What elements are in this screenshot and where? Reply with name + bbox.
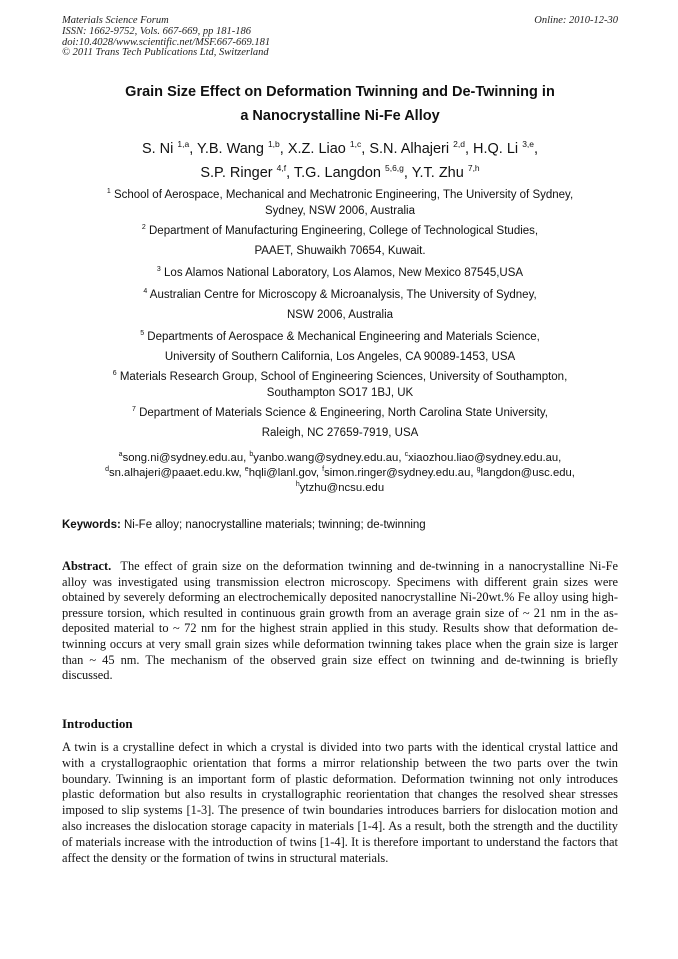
email-line-1	[62, 451, 618, 466]
author-affiliation-marker: 7,h	[467, 163, 480, 173]
author-separator: ,	[403, 165, 412, 181]
affiliation-line: Southampton SO17 1BJ, UK	[266, 387, 414, 399]
abstract-text: The effect of grain size on the deformation twinning and de-twinning in a nanocrystalline Ni-Fe alloy was investigated using transmission electron microscopy. Specimens with different grain sizes were obtained by severely deforming an electrochemically deposited nanocrystalline Ni-20wt.% Fe alloy using high-pressure torsion, which resulted in continuous grain growth from an average grain size of ~ 21 nm in the as-deposited material to ~ 72 nm for the highest strain applied in this study. Results show that deformation de-twinning occurs at very small grain sizes while deformation twinning takes place when the grain size is larger than ~ 45 nm. The mechanism of the observed grain size effect on twinning and de-twinning is briefly discussed.	[62, 559, 622, 683]
affiliation-line: PAAET, Shuwaikh 70654, Kuwait.	[254, 245, 426, 257]
author-affiliation-marker: 5,6,g	[384, 163, 404, 173]
author-affiliation-marker: 1,c	[349, 139, 362, 149]
journal-name: Materials Science Forum	[62, 15, 169, 26]
affiliation-line	[62, 285, 618, 305]
affiliation-line	[62, 187, 618, 203]
email-marker: b	[249, 451, 254, 458]
author-affiliation-marker: 3,e	[522, 139, 535, 149]
affiliation-line	[62, 369, 618, 385]
affiliation-number: 5	[140, 330, 145, 337]
affiliation-line: Sydney, NSW 2006, Australia	[265, 205, 415, 217]
affiliation-number: 1	[106, 188, 111, 195]
author-name: S.N. Alhajeri	[369, 141, 454, 157]
author-separator: ,	[279, 141, 288, 157]
affiliation-text: Materials Research Group, School of Engineering Sciences, University of Southampton,	[119, 371, 568, 383]
affiliation-number: 7	[132, 406, 136, 413]
keywords	[62, 518, 618, 533]
author-separator: ,	[534, 141, 539, 157]
email-address: ytzhu@ncsu.edu	[299, 482, 385, 494]
affiliation-text: Los Alamos National Laboratory, Los Alamos, New Mexico 87545,USA	[164, 267, 524, 279]
email-address: yanbo.wang@sydney.edu.au,	[253, 452, 405, 464]
introduction-text: A twin is a crystalline defect in which a crystal is divided into two parts with the identical crystal lattice and with a crystallograophic orientation that forms a mirror relationship between the two parts over the twin boundary. Twinning is an important form of plastic deformation. Deformation twinning not only introduces plastic deformation but also results in crystallographic reorientation that changes the resolved shear stresses imposed to slip systems [1-3]. The presence of twin boundaries introduces barriers for dislocation motion and also increases the dislocation storage capacity in materials [1-4]. As a result, both the strength and the ductility of materials increase with the introduction of twins [1-4]. It is therefore important to understand the factors that affect the density or the formation of twins in structural materials.	[62, 740, 618, 865]
affiliation-item	[62, 369, 618, 401]
email-marker: d	[105, 466, 109, 473]
email-address: sn.alhajeri@paaet.edu.kw,	[108, 467, 245, 479]
affiliation-line: University of Southern California, Los Angeles, CA 90089-1453, USA	[164, 351, 516, 363]
title-line-1: Grain Size Effect on Deformation Twinning and De-Twinning in	[125, 84, 555, 100]
affiliation-text: Departments of Aerospace & Mechanical Engineering and Materials Science,	[147, 331, 540, 343]
email-address: simon.ringer@sydney.edu.au,	[324, 467, 477, 479]
email-line-2	[62, 466, 618, 481]
author-separator: ,	[464, 141, 474, 157]
author-affiliation-marker: 4,f	[276, 163, 287, 173]
author-name: Y.T. Zhu	[411, 165, 468, 181]
email-marker: c	[404, 451, 409, 458]
email-address: song.ni@sydney.edu.au,	[122, 452, 250, 464]
author-affiliation-marker: 1,a	[177, 139, 190, 149]
author-name: S.P. Ringer	[200, 165, 277, 181]
affiliation-item	[62, 327, 618, 367]
affiliation-text: School of Aerospace, Mechanical and Mechatronic Engineering, The University of Sydney,	[113, 189, 574, 201]
email-marker: g	[476, 466, 481, 473]
affiliation-text: Department of Manufacturing Engineering, College of Technological Studies,	[149, 225, 539, 237]
affiliation-line	[62, 403, 618, 423]
affiliation-item	[62, 221, 618, 261]
author-separator: ,	[286, 165, 294, 181]
journal-header	[62, 16, 618, 59]
email-marker: a	[118, 451, 123, 458]
author-name: Y.B. Wang	[197, 141, 268, 157]
affiliation-number: 2	[141, 224, 146, 231]
keywords-text: Ni-Fe alloy; nanocrystalline materials; twinning; de-twinning	[120, 519, 426, 531]
affiliation-text: Department of Materials Science & Engineering, North Carolina State University,	[139, 407, 548, 419]
author-separator: ,	[361, 141, 370, 157]
online-date: Online: 2010-12-30	[534, 15, 618, 26]
email-address: langdon@usc.edu,	[480, 467, 575, 479]
author-affiliation-marker: 2,d	[453, 139, 465, 149]
affiliation-item	[62, 285, 618, 325]
paper-title	[62, 80, 618, 128]
affiliation-number: 4	[143, 288, 148, 295]
abstract	[62, 559, 622, 684]
author-line-1	[62, 137, 618, 161]
author-affiliation-marker: 1,b	[267, 139, 280, 149]
affiliation-line	[62, 263, 618, 283]
affiliation-text: Australian Centre for Microscopy & Microanalysis, The University of Sydney,	[149, 289, 537, 301]
author-line-2	[62, 161, 618, 185]
affiliation-item	[62, 187, 618, 219]
copyright-line: © 2011 Trans Tech Publications Ltd, Switzerland	[62, 47, 269, 59]
author-list	[62, 137, 618, 185]
email-marker: h	[295, 481, 300, 488]
email-list	[62, 451, 618, 496]
abstract-label: Abstract.	[62, 559, 112, 573]
author-name: T.G. Langdon	[293, 165, 385, 181]
introduction-heading: Introduction	[62, 716, 133, 731]
keywords-label: Keywords:	[62, 519, 121, 531]
email-marker: f	[322, 466, 325, 473]
doi-line: doi:10.4028/www.scientific.net/MSF.667-669.181	[62, 36, 271, 48]
affiliation-line	[62, 327, 618, 347]
affiliation-number: 3	[156, 266, 161, 273]
author-name: H.Q. Li	[473, 141, 523, 157]
author-separator: ,	[189, 141, 198, 157]
author-name: S. Ni	[141, 141, 178, 157]
email-address: xiaozhou.liao@sydney.edu.au,	[408, 452, 562, 464]
affiliation-item	[62, 403, 618, 443]
affiliation-number: 6	[112, 370, 117, 377]
author-name: X.Z. Liao	[287, 141, 350, 157]
issn-line: ISSN: 1662-9752, Vols. 667-669, pp 181-186	[62, 25, 251, 37]
email-marker: e	[244, 466, 249, 473]
email-line-3	[62, 481, 618, 496]
affiliation-line: NSW 2006, Australia	[286, 309, 394, 321]
affiliation-line: Raleigh, NC 27659-7919, USA	[261, 427, 419, 439]
email-address: hqli@lanl.gov,	[248, 467, 323, 479]
affiliation-line	[62, 221, 618, 241]
affiliation-item	[62, 263, 618, 283]
affiliation-list	[62, 187, 618, 445]
title-line-2: a Nanocrystalline Ni-Fe Alloy	[240, 108, 440, 124]
